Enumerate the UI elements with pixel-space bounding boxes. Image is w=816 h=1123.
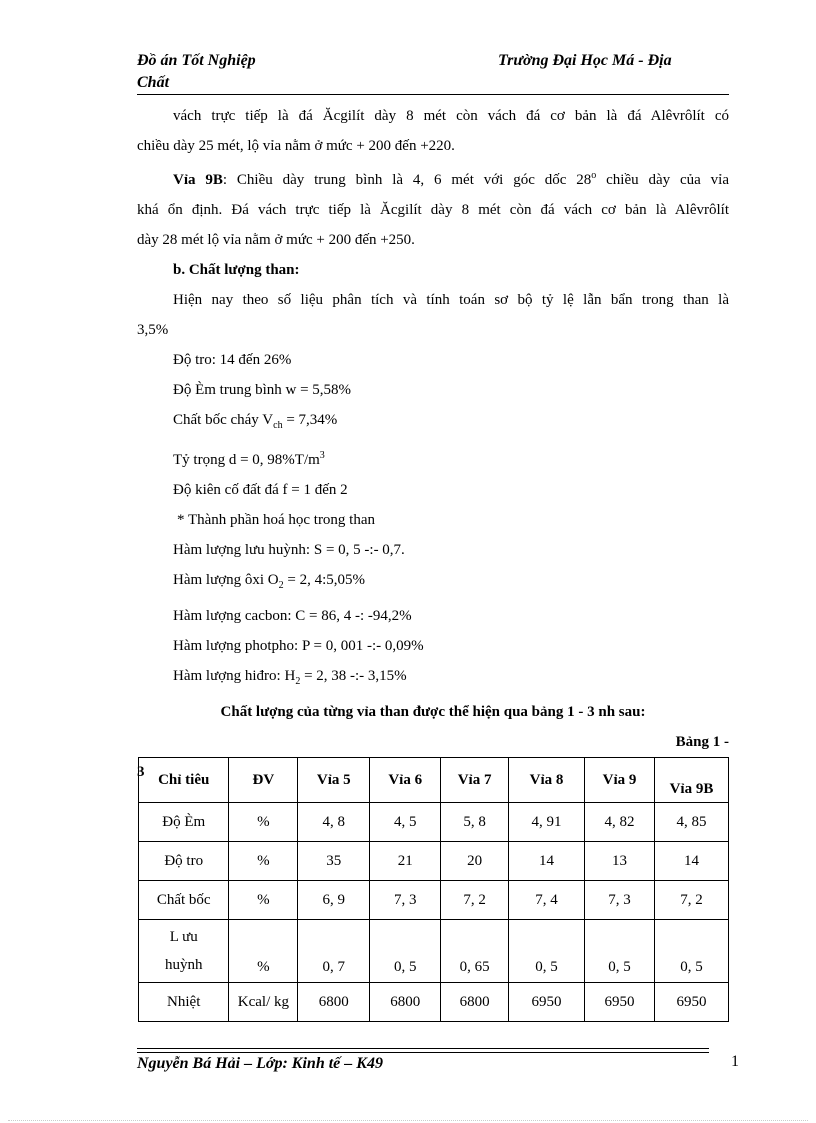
paragraph-1 (137, 101, 729, 131)
table-cell (139, 920, 229, 983)
table-cell: 6950 (585, 983, 655, 1022)
section-b-heading: b. Chất lượng than: (173, 262, 300, 278)
table-cell: 35 (298, 842, 370, 881)
volatile-pre: Chất bốc cháy V (173, 412, 274, 428)
header-left (137, 50, 256, 94)
paragraph-3-line1: Hiện nay theo số liệu phân tích và tính toán sơ bộ tỷ lệ lẫn bẩn trong than là (173, 292, 729, 308)
table-cell: % (229, 881, 298, 920)
volatile-matter (137, 405, 729, 441)
oxygen-post: = 2, 4:5,05% (283, 572, 366, 588)
table-header-cell: Vỉa 7 (441, 758, 509, 803)
volatile-post: = 7,34% (282, 412, 338, 428)
hydrogen-content (137, 661, 729, 697)
density (137, 441, 729, 475)
paragraph-3-line2: 3,5% (137, 322, 169, 338)
table-row (139, 842, 729, 881)
coal-quality-table (138, 757, 729, 1022)
table-cell: 14 (654, 842, 728, 881)
table-cell: 0, 7 (298, 920, 370, 983)
volatile-sub: ch (273, 420, 283, 431)
table-cell: 21 (370, 842, 441, 881)
table-cell: 5, 8 (441, 803, 509, 842)
table-cell: Chất bốc (139, 881, 229, 920)
table-header-cell: ĐV (229, 758, 298, 803)
table-caption: Chất lượng của từng vỉa than được thể hiện qua bảng 1 - 3 nh sau: (220, 704, 646, 720)
chemical-composition-heading: * Thành phần hoá học trong than (177, 512, 376, 528)
table-cell: 4, 85 (654, 803, 728, 842)
table-cell: 6950 (508, 983, 584, 1022)
oxygen-pre: Hàm lượng ôxi O (173, 572, 279, 588)
moisture: Độ Èm trung bình w = 5,58% (173, 382, 352, 398)
phosphorus-content: Hàm lượng photpho: P = 0, 001 -:- 0,09% (173, 638, 424, 654)
table-cell: 7, 3 (585, 881, 655, 920)
footer-rule-top (137, 1048, 709, 1049)
sulfur-label-line2: huỳnh (164, 957, 203, 973)
paragraph-1-line2: chiều dày 25 mét, lộ vỉa nằm ở mức + 200 đến +220. (137, 138, 455, 154)
table-label: Bảng 1 - (675, 734, 729, 750)
table-label-continued: 3 (137, 764, 145, 780)
table-cell: 7, 3 (370, 881, 441, 920)
table-cell: 6950 (654, 983, 728, 1022)
ash-content: Độ tro: 14 đến 26% (173, 352, 292, 368)
hydrogen-pre: Hàm lượng hiđro: H (173, 668, 296, 684)
paragraph-1-line1: vách trực tiếp là đá Ăcgilít dày 8 mét còn vách đá cơ bản là đá Alêvrôlít có (173, 108, 729, 124)
paragraph-2-text: : Chiều dày trung bình là 4, 6 mét với góc dốc 28 (222, 172, 592, 188)
table-cell: 7, 2 (654, 881, 728, 920)
table-header-cell: Vỉa 9 (585, 758, 655, 803)
density-sup: 3 (319, 450, 325, 461)
table-cell: % (229, 920, 298, 983)
density-pre: Tỷ trọng d = 0, 98%T/m (173, 452, 320, 468)
sulfur-label-line1: L ưu (169, 929, 198, 945)
seam-9b-label: Vỉa 9B (173, 172, 223, 188)
table-cell: 4, 82 (585, 803, 655, 842)
table-row (139, 803, 729, 842)
header-left-line1: Đồ án Tốt Nghiệp (137, 52, 256, 69)
header-rule (137, 94, 729, 95)
table-cell: Độ Èm (139, 803, 229, 842)
paragraph-2-line2: khá ổn định. Đá vách trực tiếp là Ăcgilít dày 8 mét còn đá vách cơ bản là Alêvrôlít (137, 202, 729, 218)
table-cell: % (229, 803, 298, 842)
table-row (139, 881, 729, 920)
body-text (137, 101, 729, 787)
table-cell: 0, 5 (370, 920, 441, 983)
table-cell: 4, 8 (298, 803, 370, 842)
table-cell: 13 (585, 842, 655, 881)
degree-sup: o (591, 170, 597, 181)
table-cell: Độ tro (139, 842, 229, 881)
oxygen-sub: 2 (278, 580, 284, 591)
table-cell: 7, 2 (441, 881, 509, 920)
table-cell: % (229, 842, 298, 881)
table-header-cell: Vỉa 9B (654, 758, 728, 803)
table-cell: 6, 9 (298, 881, 370, 920)
carbon-content: Hàm lượng cacbon: C = 86, 4 -: -94,2% (173, 608, 412, 624)
table-row (139, 983, 729, 1022)
table-header-cell: Vỉa 8 (508, 758, 584, 803)
table-cell: 14 (508, 842, 584, 881)
hardness: Độ kiên cố đất đá f = 1 đến 2 (173, 482, 348, 498)
table-cell: 6800 (370, 983, 441, 1022)
table-cell: 7, 4 (508, 881, 584, 920)
page-bottom-dotted-line (8, 1120, 808, 1121)
footer-rule-bottom (137, 1052, 709, 1053)
table-cell: Nhiệt (139, 983, 229, 1022)
table-cell: 6800 (441, 983, 509, 1022)
table-cell: Kcal/ kg (229, 983, 298, 1022)
table-header-cell: Chỉ tiêu (139, 758, 229, 803)
table-cell: 0, 5 (654, 920, 728, 983)
table-cell: 0, 5 (508, 920, 584, 983)
table-cell: 0, 65 (441, 920, 509, 983)
header-left-line2: Chất (137, 74, 170, 91)
table-cell: 4, 91 (508, 803, 584, 842)
oxygen-content (137, 565, 729, 601)
table-cell: 20 (441, 842, 509, 881)
paragraph-2-line3: dày 28 mét lộ vỉa nằm ở mức + 200 đến +250. (137, 232, 415, 248)
page-number: 1 (731, 1053, 739, 1070)
footer-author: Nguyễn Bá Hải – Lớp: Kinh tế – K49 (137, 1055, 383, 1072)
table-header-row (139, 758, 729, 803)
header-right: Trường Đại Học Má - Địa (498, 52, 672, 69)
hydrogen-sub: 2 (295, 676, 301, 687)
table-cell: 4, 5 (370, 803, 441, 842)
table-cell: 6800 (298, 983, 370, 1022)
hydrogen-post: = 2, 38 -:- 3,15% (300, 668, 407, 684)
paragraph-2-text-b: chiều dày của vỉa (596, 172, 729, 188)
paragraph-2-line1 (137, 161, 729, 195)
table-header-cell: Vỉa 6 (370, 758, 441, 803)
table-row (139, 920, 729, 983)
sulfur-content: Hàm lượng lưu huỳnh: S = 0, 5 -:- 0,7. (173, 542, 405, 558)
table-header-cell: Vỉa 5 (298, 758, 370, 803)
table-cell: 0, 5 (585, 920, 655, 983)
